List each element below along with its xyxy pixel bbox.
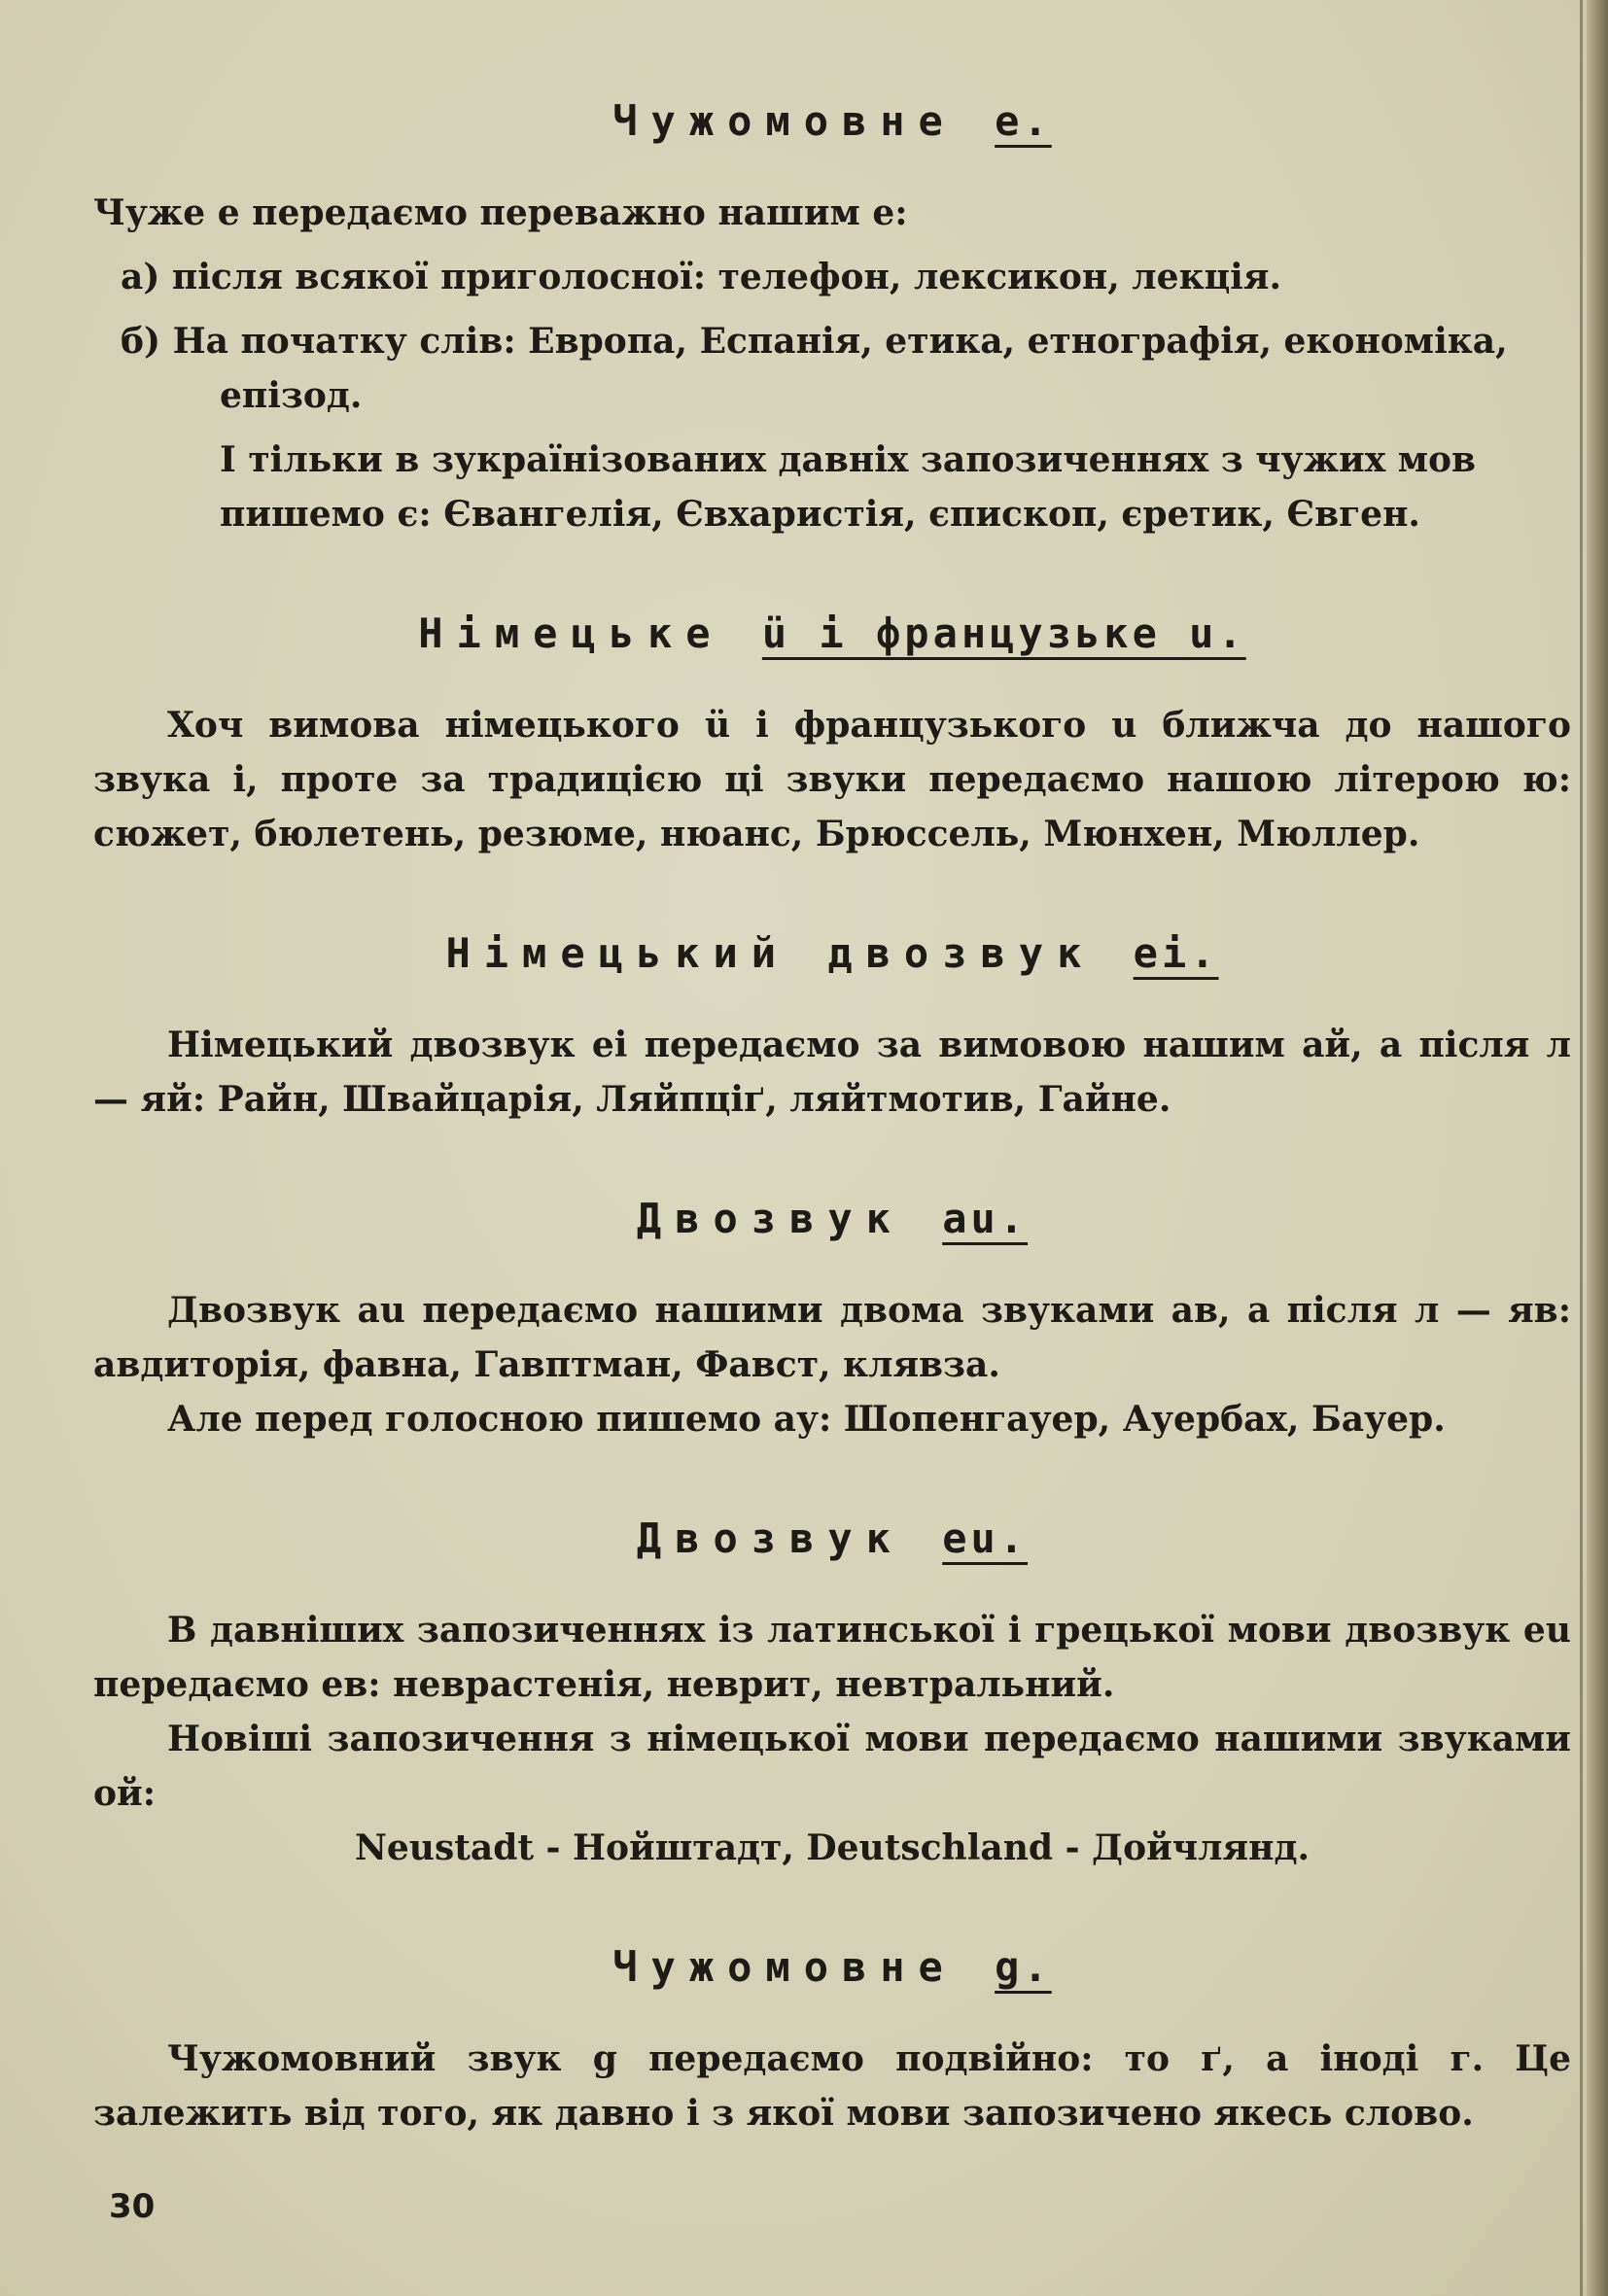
- paragraph: Але перед голосною пишемо ау: Шопенгауер, Ауербах, Бауер.: [167, 1399, 1446, 1440]
- paragraph: Чуже е передаємо переважно нашим е:: [93, 192, 908, 233]
- section-foreign-e: [93, 97, 1571, 541]
- page-edge: [1587, 0, 1608, 2296]
- section-heading: Двозвук au.: [636, 1195, 1029, 1242]
- section-heading: Німецьке ü і французьке u.: [418, 609, 1246, 657]
- paragraph: Neustadt - Нойштадт, Deutschland - Дойчлянд.: [354, 1827, 1310, 1868]
- section-diphthong-eu: [93, 1514, 1571, 1875]
- paragraph: Новіші запозичення з німецької мови передаємо нашими звуками ой:: [93, 1719, 1571, 1814]
- list-item: а) після всякої приголосної: телефон, лексикон, лекція.: [121, 257, 1281, 297]
- section-heading: Чужомовне е.: [612, 97, 1052, 145]
- paragraph: епізод.: [220, 375, 363, 416]
- page-content: [93, 97, 1571, 2209]
- paragraph: Двозвук au передаємо нашими двома звуками ав, а після л — яв: авдиторія, фавна, Гавптман, Фавст, клявза.: [93, 1290, 1571, 1385]
- list-item: б) На початку слів: Европа, Еспанія, етика, етнографія, економіка,: [121, 321, 1508, 362]
- section-heading: Чужомовне g.: [612, 1943, 1052, 1991]
- section-foreign-g: [93, 1943, 1571, 2140]
- page-number: 30: [109, 2187, 156, 2226]
- page-edge-line: [1580, 0, 1583, 2296]
- paragraph: В давніших запозиченнях із латинської і грецької мови двозвук eu передаємо ев: неврастенія, неврит, невтральний.: [93, 1610, 1571, 1705]
- paragraph: Чужомовний звук g передаємо подвійно: то ґ, а іноді г. Це залежить від того, як давно і з якої мови запозичено якесь слово.: [93, 2038, 1571, 2134]
- paragraph: пишемо є: Євангелія, Євхаристія, єпископ, єретик, Євген.: [220, 494, 1420, 535]
- paragraph: Німецький двозвук ei передаємо за вимовою нашим ай, а після л — яй: Райн, Швайцарія, Ляйпціґ, ляйтмотив, Гайне.: [93, 1025, 1571, 1120]
- section-diphthong-au: [93, 1195, 1571, 1446]
- paragraph: Хоч вимова німецького ü і французького u ближча до нашого звука і, проте за традицією ці звуки передаємо нашою літерою ю: сюжет, бюлетень, резюме, нюанс, Брюссель, Мюнхен, Мюллер.: [93, 705, 1571, 854]
- paragraph: І тільки в зукраїнізованих давніх запозиченнях з чужих мов: [220, 439, 1477, 480]
- section-heading: Німецький двозвук ei.: [445, 929, 1219, 977]
- section-german-ei: [93, 929, 1571, 1127]
- section-heading: Двозвук eu.: [636, 1514, 1029, 1562]
- section-german-u: [93, 609, 1571, 861]
